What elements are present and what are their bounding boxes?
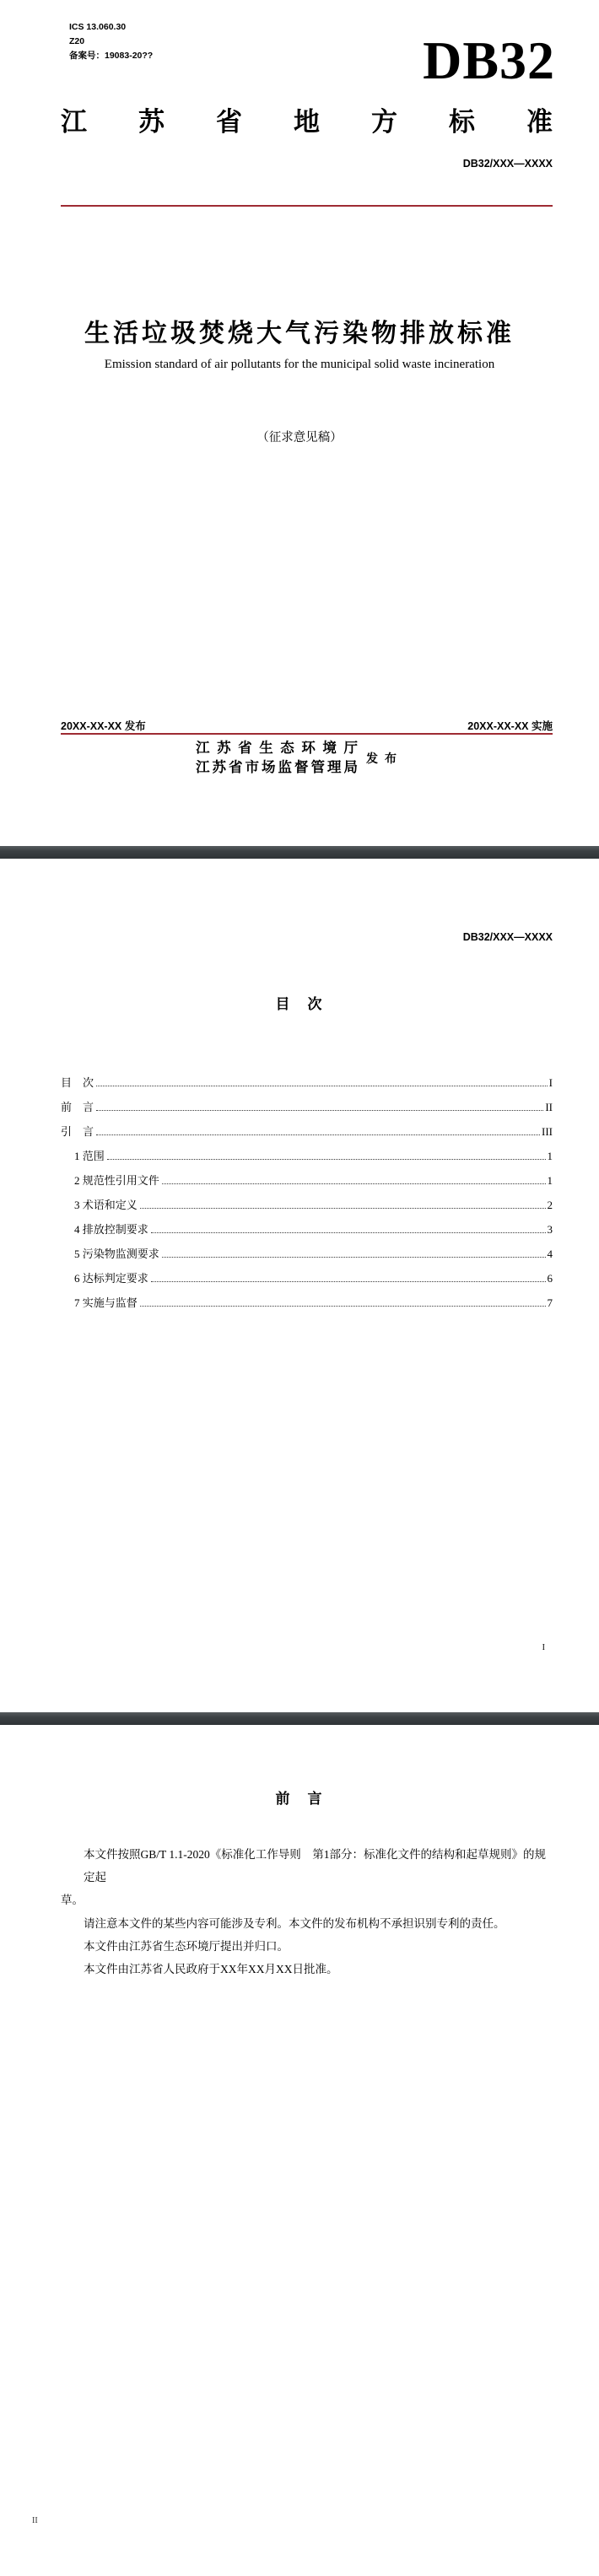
toc-entry-page: 1 <box>547 1150 553 1162</box>
issuing-agency-2 <box>196 760 358 776</box>
char: 江 <box>196 741 210 756</box>
toc-entry-page: 4 <box>547 1248 553 1260</box>
toc-entry-page: 6 <box>547 1272 553 1285</box>
toc-entry-label: 1 范围 <box>74 1150 105 1162</box>
foreword-body <box>61 1843 553 1981</box>
toc-entry[interactable] <box>61 1163 553 1188</box>
toc-leader-dots <box>96 1110 543 1111</box>
foreword-line: 本文件由江苏省人民政府于XX年XX月XX日批准。 <box>84 1963 338 1976</box>
char: 地 <box>294 107 320 137</box>
toc-entry-label: 3 术语和定义 <box>74 1199 138 1211</box>
standard-title-en: Emission standard of air pollutants for the municipal solid waste incineration <box>104 358 495 371</box>
standard-title-cn: 生活垃圾焚烧大气污染物排放标准 <box>84 320 515 348</box>
standard-type-title <box>61 107 553 137</box>
toc-entry[interactable] <box>61 1212 553 1237</box>
cover-top-rule <box>61 205 553 207</box>
page-separator-2 <box>0 1712 599 1725</box>
implementation-date: 20XX-XX-XX 实施 <box>467 720 553 732</box>
issue-date: 20XX-XX-XX 发布 <box>61 720 146 732</box>
foreword-line: 本文件按照GB/T 1.1-2020《标准化工作导则 第1部分：标准化文件的结构和起草规则》的规定起 <box>84 1848 547 1884</box>
cover-page <box>0 0 599 846</box>
toc-leader-dots <box>162 1183 546 1184</box>
toc-entry[interactable] <box>61 1261 553 1285</box>
toc-entry[interactable] <box>61 1188 553 1212</box>
toc-entry-page: II <box>545 1101 553 1113</box>
toc-entry-label: 引 言 <box>61 1125 94 1138</box>
ics-code: ICS 13.060.30 <box>69 22 127 32</box>
char: 生 <box>259 741 273 756</box>
char: 场 <box>262 760 276 775</box>
foreword-line: 草。 <box>61 1894 84 1907</box>
doc-number: DB32/XXX—XXXX <box>462 931 553 943</box>
toc-entry-label: 目 次 <box>61 1076 94 1089</box>
char: 市 <box>245 760 259 775</box>
toc-leader-dots <box>151 1232 546 1233</box>
toc-entry-page: I <box>548 1076 553 1089</box>
char: 省 <box>216 107 242 137</box>
char: 督 <box>294 760 309 775</box>
char: 江 <box>196 760 210 775</box>
char: 苏 <box>212 760 226 775</box>
db32-logo: DB32 <box>423 30 555 90</box>
page-number: II <box>32 2516 38 2525</box>
foreword-page <box>0 1725 599 2576</box>
toc-leader-dots <box>140 1306 546 1307</box>
toc-entry[interactable] <box>61 1237 553 1261</box>
char: 苏 <box>138 107 165 137</box>
char: 局 <box>343 760 358 775</box>
toc-entry[interactable] <box>61 1285 553 1310</box>
page-separator-1 <box>0 846 599 859</box>
toc-leader-dots <box>96 1134 540 1135</box>
toc-entry-page: 1 <box>547 1174 553 1187</box>
char: 理 <box>327 760 342 775</box>
toc-entry[interactable] <box>61 1114 553 1139</box>
toc-leader-dots <box>107 1159 546 1160</box>
foreword-line: 本文件由江苏省生态环境厅提出并归口。 <box>84 1939 289 1953</box>
char: 方 <box>371 107 397 137</box>
char: 厅 <box>343 741 358 756</box>
page-number: I <box>542 1643 545 1652</box>
toc-entry-page: 2 <box>547 1199 553 1211</box>
toc-entry-label: 前 言 <box>61 1101 94 1113</box>
char: 省 <box>238 741 252 756</box>
char: 省 <box>229 760 243 775</box>
char: 态 <box>280 741 294 756</box>
draft-status-note: （征求意见稿） <box>256 431 343 445</box>
char: 境 <box>322 741 337 756</box>
record-number: 备案号：19083-20?? <box>69 51 154 61</box>
toc-leader-dots <box>162 1257 546 1258</box>
char: 监 <box>278 760 292 775</box>
doc-number: DB32/XXX—XXXX <box>462 158 553 170</box>
publish-label: 发布 <box>366 752 403 765</box>
char: 准 <box>526 107 553 137</box>
issuing-agency-1 <box>196 741 358 757</box>
toc-entry-label: 2 规范性引用文件 <box>74 1174 159 1187</box>
classification-code: Z20 <box>69 36 85 46</box>
toc-entry-page: 7 <box>547 1296 553 1309</box>
toc-entry-label: 7 实施与监督 <box>74 1296 138 1309</box>
agency-names <box>196 741 358 776</box>
char: 环 <box>301 741 316 756</box>
toc-entry-page: 3 <box>547 1223 553 1236</box>
toc-entry[interactable] <box>61 1090 553 1114</box>
cover-bottom-rule <box>61 733 553 735</box>
char: 管 <box>310 760 325 775</box>
toc-entry-label: 4 排放控制要求 <box>74 1223 148 1236</box>
char: 苏 <box>217 741 231 756</box>
toc-heading: 目 次 <box>275 996 324 1012</box>
toc-list <box>61 1065 553 1310</box>
toc-entry[interactable] <box>61 1139 553 1163</box>
char: 江 <box>61 107 87 137</box>
toc-entry-label: 5 污染物监测要求 <box>74 1248 159 1260</box>
toc-entry-page: III <box>542 1125 553 1138</box>
issuing-agencies <box>0 738 599 779</box>
toc-entry-label: 6 达标判定要求 <box>74 1272 148 1285</box>
toc-entry[interactable] <box>61 1065 553 1090</box>
toc-leader-dots <box>151 1281 546 1282</box>
toc-page <box>0 859 599 1712</box>
foreword-heading: 前 言 <box>275 1791 324 1807</box>
foreword-line: 请注意本文件的某些内容可能涉及专利。本文件的发布机构不承担识别专利的责任。 <box>84 1916 505 1930</box>
toc-leader-dots <box>140 1208 546 1209</box>
char: 标 <box>449 107 475 137</box>
meta-block <box>69 20 153 63</box>
